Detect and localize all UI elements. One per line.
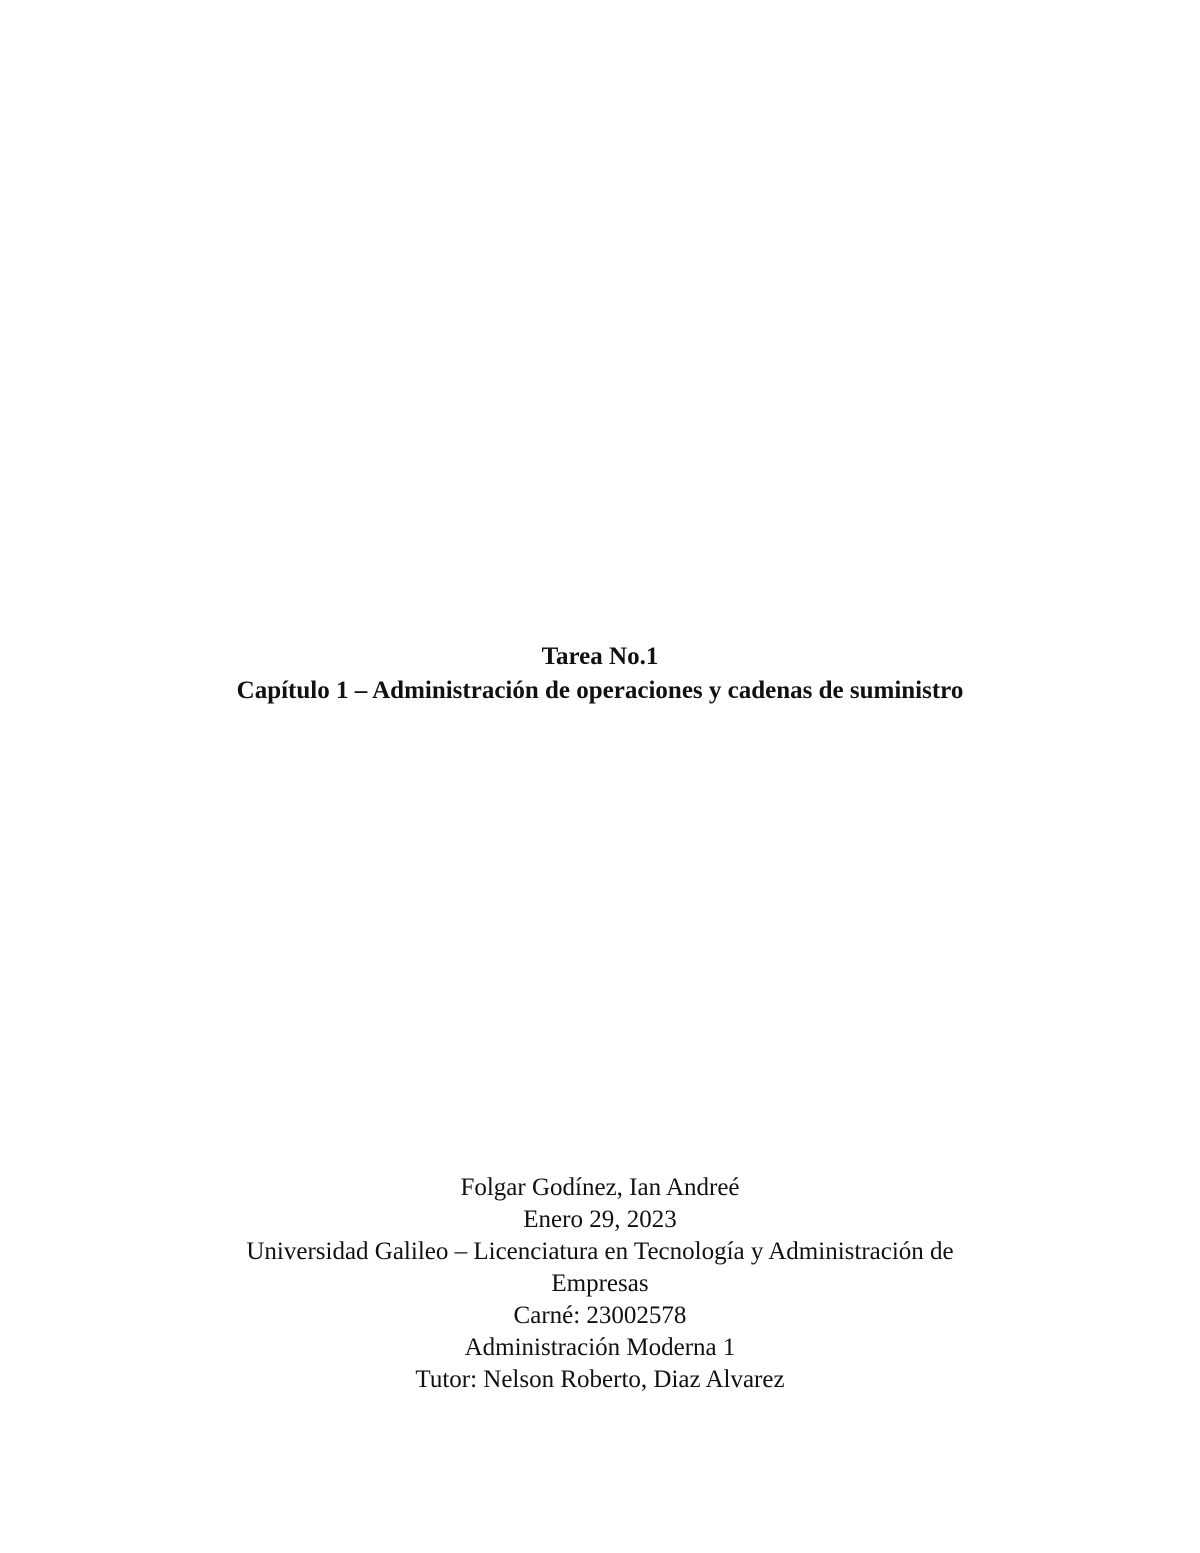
course-name: Administración Moderna 1 bbox=[464, 1334, 736, 1361]
university-program-line-2: Empresas bbox=[551, 1270, 649, 1297]
chapter-title: Capítulo 1 – Administración de operaciones y cadenas de suministro bbox=[236, 677, 964, 704]
submission-date: Enero 29, 2023 bbox=[523, 1206, 677, 1233]
assignment-title: Tarea No.1 bbox=[541, 643, 659, 670]
student-id: Carné: 23002578 bbox=[513, 1302, 687, 1329]
author-name: Folgar Godínez, Ian Andreé bbox=[460, 1174, 740, 1201]
university-program-line-1: Universidad Galileo – Licenciatura en Tecnología y Administración de bbox=[246, 1238, 954, 1265]
title-block bbox=[0, 640, 1200, 708]
author-info-block bbox=[190, 1172, 1010, 1396]
tutor-name: Tutor: Nelson Roberto, Diaz Alvarez bbox=[415, 1366, 785, 1393]
